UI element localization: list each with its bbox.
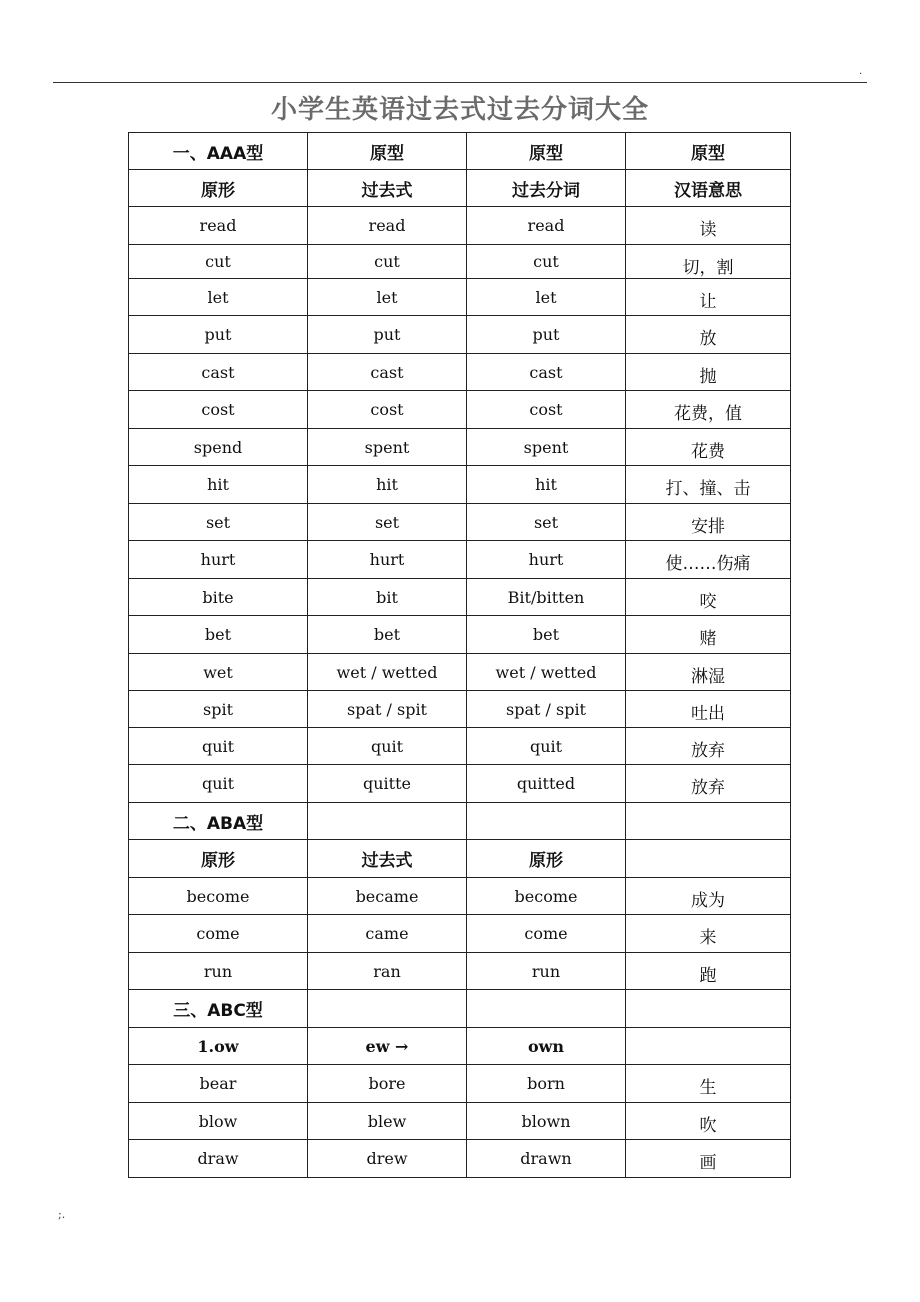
base-form-cell: quit: [129, 728, 308, 765]
table-row: [129, 728, 791, 765]
base-form-cell: come: [129, 915, 308, 953]
past-tense-cell: blew: [308, 1103, 467, 1140]
past-tense-cell: read: [308, 207, 467, 245]
base-form-cell: 原形: [129, 170, 308, 207]
table-row: [129, 691, 791, 728]
base-form-cell: blow: [129, 1103, 308, 1140]
base-form-cell: set: [129, 504, 308, 541]
sub-row: [129, 1028, 791, 1065]
past-tense-cell: cost: [308, 391, 467, 429]
meaning-cell: 放弃: [626, 765, 791, 803]
meaning-cell: 抛: [626, 354, 791, 391]
meaning-cell: 生: [626, 1065, 791, 1103]
past-tense-cell: [308, 990, 467, 1028]
base-form-cell: 二、ABA型: [129, 803, 308, 840]
past-tense-cell: ew →: [308, 1028, 467, 1065]
meaning-cell: 汉语意思: [626, 170, 791, 207]
past-participle-cell: let: [467, 279, 626, 316]
base-form-cell: hurt: [129, 541, 308, 579]
base-form-cell: 1.ow: [129, 1028, 308, 1065]
table-row: [129, 654, 791, 691]
base-form-cell: bite: [129, 579, 308, 616]
past-participle-cell: set: [467, 504, 626, 541]
base-form-cell: wet: [129, 654, 308, 691]
past-tense-cell: bet: [308, 616, 467, 654]
past-participle-cell: cost: [467, 391, 626, 429]
past-tense-cell: [308, 803, 467, 840]
past-participle-cell: hurt: [467, 541, 626, 579]
past-participle-cell: hit: [467, 466, 626, 504]
past-tense-cell: put: [308, 316, 467, 354]
past-participle-cell: own: [467, 1028, 626, 1065]
past-participle-cell: blown: [467, 1103, 626, 1140]
meaning-cell: 成为: [626, 878, 791, 915]
table-row: [129, 245, 791, 279]
table-row: [129, 915, 791, 953]
past-participle-cell: drawn: [467, 1140, 626, 1178]
meaning-cell: [626, 1028, 791, 1065]
past-tense-cell: 过去式: [308, 170, 467, 207]
meaning-cell: 咬: [626, 579, 791, 616]
past-participle-cell: born: [467, 1065, 626, 1103]
head-row: [129, 170, 791, 207]
base-form-cell: 一、AAA型: [129, 133, 308, 170]
head-row: [129, 840, 791, 878]
meaning-cell: 花费，值: [626, 391, 791, 429]
past-participle-cell: put: [467, 316, 626, 354]
base-form-cell: let: [129, 279, 308, 316]
base-form-cell: draw: [129, 1140, 308, 1178]
head-row: [129, 133, 791, 170]
table-row: [129, 616, 791, 654]
past-participle-cell: read: [467, 207, 626, 245]
past-tense-cell: set: [308, 504, 467, 541]
past-participle-cell: come: [467, 915, 626, 953]
past-tense-cell: quit: [308, 728, 467, 765]
base-form-cell: read: [129, 207, 308, 245]
meaning-cell: 原型: [626, 133, 791, 170]
past-tense-cell: hit: [308, 466, 467, 504]
past-participle-cell: bet: [467, 616, 626, 654]
table-row: [129, 878, 791, 915]
meaning-cell: [626, 840, 791, 878]
past-participle-cell: 原型: [467, 133, 626, 170]
meaning-cell: 淋湿: [626, 654, 791, 691]
past-participle-cell: spent: [467, 429, 626, 466]
header-rule: [53, 82, 867, 83]
past-tense-cell: spent: [308, 429, 467, 466]
base-form-cell: hit: [129, 466, 308, 504]
meaning-cell: 吹: [626, 1103, 791, 1140]
past-participle-cell: [467, 990, 626, 1028]
past-tense-cell: 过去式: [308, 840, 467, 878]
base-form-cell: quit: [129, 765, 308, 803]
past-participle-cell: run: [467, 953, 626, 990]
meaning-cell: 读: [626, 207, 791, 245]
past-participle-cell: cast: [467, 354, 626, 391]
footer-mark: ;.: [58, 1208, 66, 1221]
base-form-cell: bet: [129, 616, 308, 654]
meaning-cell: 让: [626, 279, 791, 316]
past-participle-cell: Bit/bitten: [467, 579, 626, 616]
base-form-cell: spit: [129, 691, 308, 728]
base-form-cell: spend: [129, 429, 308, 466]
meaning-cell: 赌: [626, 616, 791, 654]
past-tense-cell: wet / wetted: [308, 654, 467, 691]
past-tense-cell: bit: [308, 579, 467, 616]
verb-table-body: [129, 133, 791, 1178]
base-form-cell: become: [129, 878, 308, 915]
table-row: [129, 391, 791, 429]
past-tense-cell: drew: [308, 1140, 467, 1178]
meaning-cell: 切，割: [626, 245, 791, 279]
past-participle-cell: quit: [467, 728, 626, 765]
section-row: [129, 990, 791, 1028]
base-form-cell: run: [129, 953, 308, 990]
past-tense-cell: bore: [308, 1065, 467, 1103]
past-tense-cell: let: [308, 279, 467, 316]
meaning-cell: [626, 990, 791, 1028]
past-participle-cell: wet / wetted: [467, 654, 626, 691]
base-form-cell: put: [129, 316, 308, 354]
table-row: [129, 279, 791, 316]
past-tense-cell: cast: [308, 354, 467, 391]
base-form-cell: cost: [129, 391, 308, 429]
meaning-cell: 使……伤痛: [626, 541, 791, 579]
table-row: [129, 429, 791, 466]
table-row: [129, 1065, 791, 1103]
table-row: [129, 1103, 791, 1140]
section-row: [129, 803, 791, 840]
base-form-cell: 原形: [129, 840, 308, 878]
past-tense-cell: hurt: [308, 541, 467, 579]
past-participle-cell: become: [467, 878, 626, 915]
past-tense-cell: came: [308, 915, 467, 953]
table-row: [129, 466, 791, 504]
base-form-cell: cast: [129, 354, 308, 391]
past-tense-cell: became: [308, 878, 467, 915]
meaning-cell: 放: [626, 316, 791, 354]
meaning-cell: 吐出: [626, 691, 791, 728]
meaning-cell: 安排: [626, 504, 791, 541]
meaning-cell: [626, 803, 791, 840]
meaning-cell: 来: [626, 915, 791, 953]
table-row: [129, 504, 791, 541]
meaning-cell: 跑: [626, 953, 791, 990]
document-title: 小学生英语过去式过去分词大全: [270, 95, 649, 125]
meaning-cell: 画: [626, 1140, 791, 1178]
base-form-cell: cut: [129, 245, 308, 279]
past-participle-cell: 过去分词: [467, 170, 626, 207]
past-participle-cell: spat / spit: [467, 691, 626, 728]
base-form-cell: 三、ABC型: [129, 990, 308, 1028]
table-row: [129, 953, 791, 990]
verb-table: [128, 132, 791, 1178]
base-form-cell: bear: [129, 1065, 308, 1103]
past-tense-cell: ran: [308, 953, 467, 990]
past-tense-cell: spat / spit: [308, 691, 467, 728]
past-tense-cell: 原型: [308, 133, 467, 170]
table-row: [129, 579, 791, 616]
meaning-cell: 花费: [626, 429, 791, 466]
past-tense-cell: cut: [308, 245, 467, 279]
past-participle-cell: quitted: [467, 765, 626, 803]
header-mark: .: [859, 66, 863, 77]
table-row: [129, 316, 791, 354]
meaning-cell: 打、撞、击: [626, 466, 791, 504]
past-participle-cell: cut: [467, 245, 626, 279]
table-row: [129, 207, 791, 245]
meaning-cell: 放弃: [626, 728, 791, 765]
past-participle-cell: 原形: [467, 840, 626, 878]
table-row: [129, 354, 791, 391]
past-participle-cell: [467, 803, 626, 840]
table-row: [129, 541, 791, 579]
table-row: [129, 1140, 791, 1178]
past-tense-cell: quitte: [308, 765, 467, 803]
table-row: [129, 765, 791, 803]
